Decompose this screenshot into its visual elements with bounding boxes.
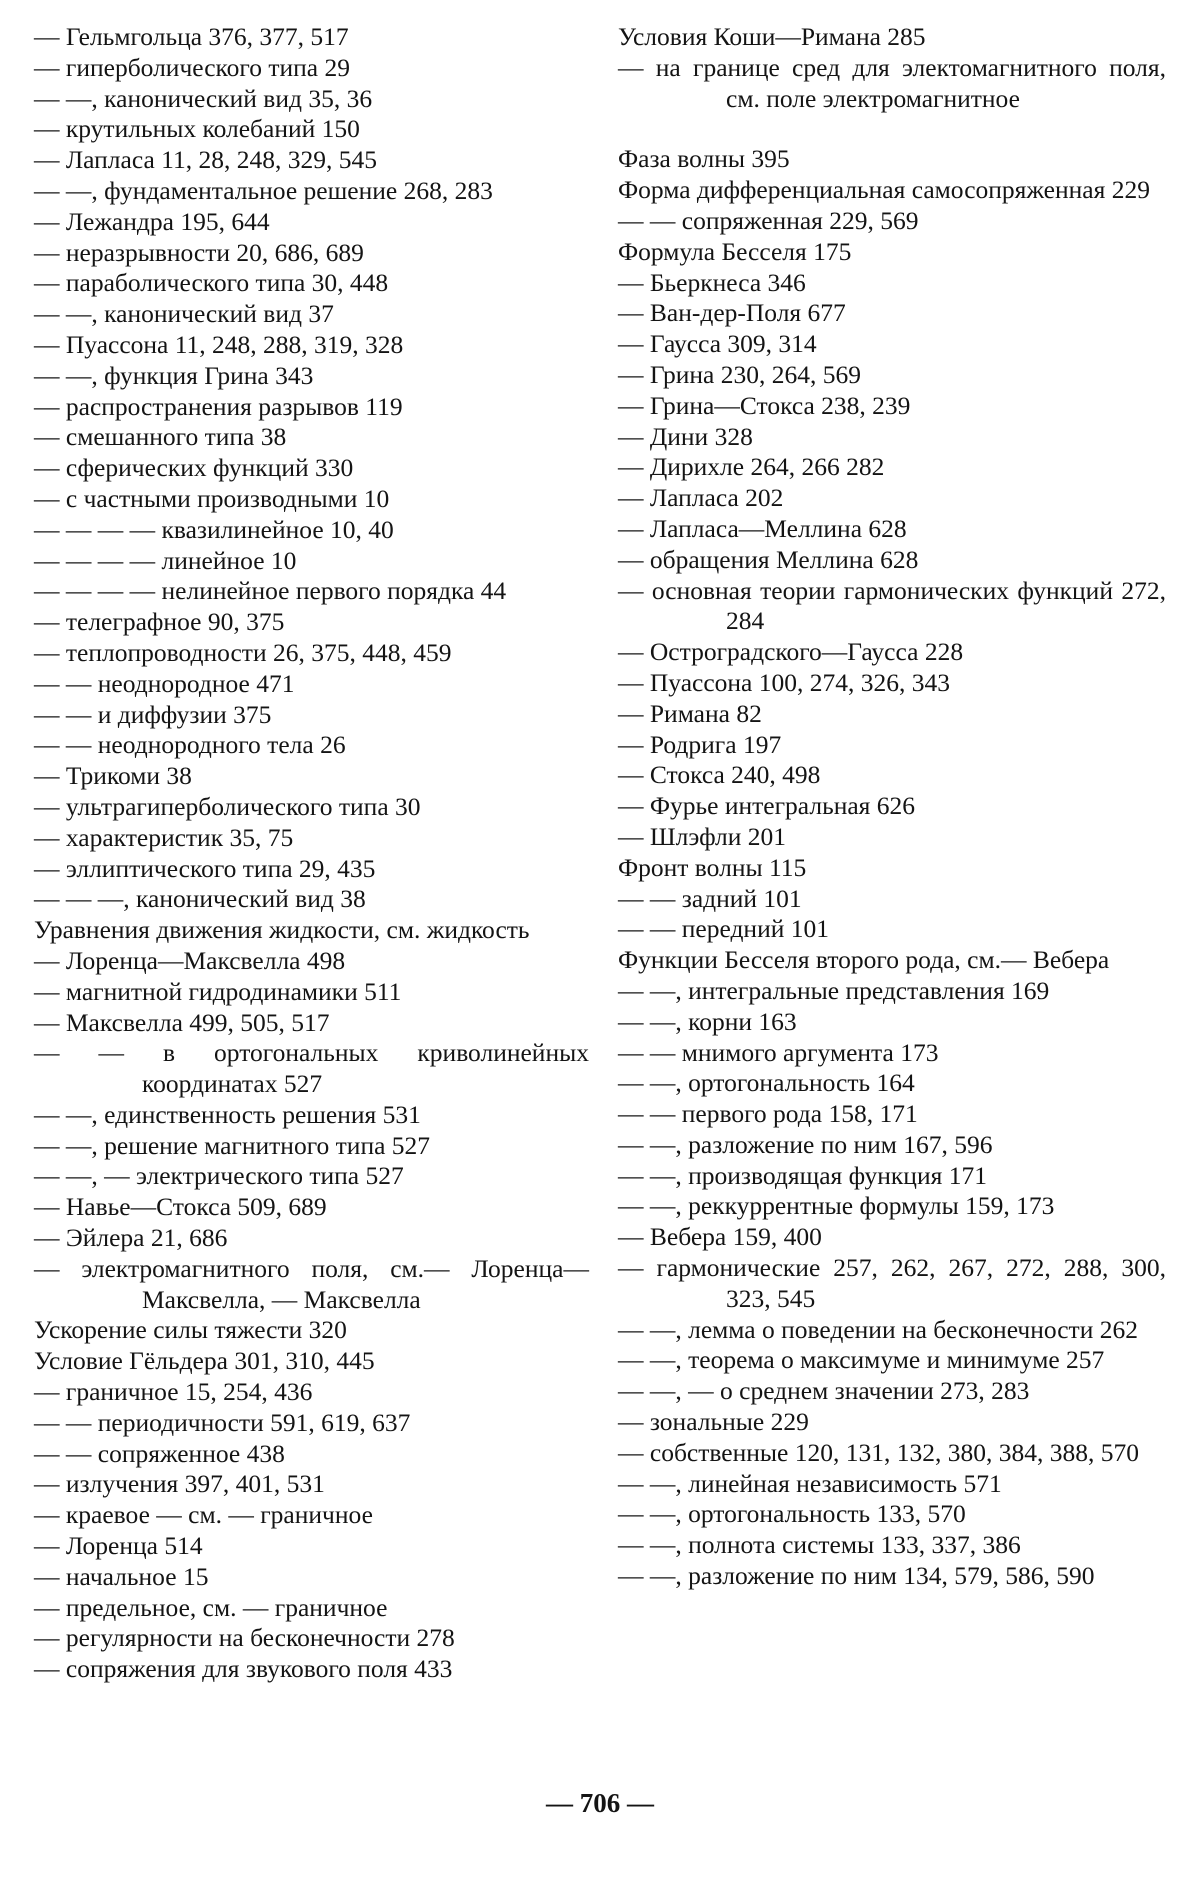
index-entry: — —, функция Грина 343 (34, 360, 314, 390)
index-entry: — —, реккуррентные формулы 159, 173 (618, 1191, 1055, 1221)
index-entry: — Эйлера 21, 686 (34, 1223, 228, 1253)
index-entry: Функции Бесселя второго рода, см.— Вебера (618, 945, 1110, 975)
index-entry: — неразрывности 20, 686, 689 (34, 237, 364, 267)
index-entry: — сопряжения для звукового поля 433 (34, 1654, 453, 1684)
index-entry: — —, производящая функция 171 (618, 1160, 987, 1190)
index-entry: — Пуассона 100, 274, 326, 343 (618, 667, 950, 697)
index-entry: — —, единственность решения 531 (34, 1099, 421, 1129)
index-entry: — на границе сред для электомагнитного поля, см. поле электромагнитное (618, 52, 1166, 113)
index-entry: — — неоднородное 471 (34, 668, 295, 698)
index-entry: — Лежандра 195, 644 (34, 206, 270, 236)
index-entry: — ультрагиперболического типа 30 (34, 791, 421, 821)
index-entry: Фронт волны 115 (618, 852, 807, 882)
index-entry: — Лапласа 11, 28, 248, 329, 545 (34, 145, 377, 175)
index-entry: — характеристик 35, 75 (34, 822, 294, 852)
index-entry: — — в ортогональных криволинейных координатах 527 (34, 1038, 589, 1099)
index-entry: — — периодичности 591, 619, 637 (34, 1407, 411, 1437)
index-entry: — — сопряженная 229, 569 (618, 205, 919, 235)
index-entry: — магнитной гидродинамики 511 (34, 976, 402, 1006)
index-entry: Ускорение силы тяжести 320 (34, 1315, 347, 1345)
index-entry: — гармонические 257, 262, 267, 272, 288, 300, 323, 545 (618, 1253, 1166, 1313)
index-entry: — Дини 328 (618, 421, 753, 451)
index-entry: — — — — квазилинейное 10, 40 (34, 514, 394, 544)
index-entry: — Дирихле 264, 266 282 (618, 452, 885, 482)
index-entry: — гиперболического типа 29 (34, 52, 350, 82)
index-entry: — —, интегральные представления 169 (618, 975, 1050, 1005)
index-entry: — Ван-дер-Поля 677 (618, 298, 846, 328)
index-entry: — Лоренца—Максвелла 498 (34, 945, 346, 975)
index-entry: — Остроградского—Гаусса 228 (618, 637, 964, 667)
index-column-right (618, 22, 1166, 1592)
index-entry: — Максвелла 499, 505, 517 (34, 1007, 330, 1037)
index-entry: — регулярности на бесконечности 278 (34, 1623, 455, 1653)
index-entry: — Бьеркнеса 346 (618, 267, 806, 297)
index-entry: — Лоренца 514 (34, 1531, 203, 1561)
index-entry: — —, полнота системы 133, 337, 386 (618, 1530, 1021, 1560)
index-entry: — Вебера 159, 400 (618, 1222, 822, 1252)
index-entry: — краевое — см. — граничное (34, 1500, 373, 1530)
index-entry: — теплопроводности 26, 375, 448, 459 (34, 637, 452, 667)
index-entry: — сферических функций 330 (34, 453, 354, 483)
index-entry: — эллиптического типа 29, 435 (34, 853, 376, 883)
index-entry: Формула Бесселя 175 (618, 236, 852, 266)
index-entry: — —, разложение по ним 134, 579, 586, 590 (618, 1561, 1095, 1591)
index-entry: — излучения 397, 401, 531 (34, 1469, 325, 1499)
index-entry: — — первого рода 158, 171 (618, 1099, 918, 1129)
index-entry: — —, канонический вид 37 (34, 299, 334, 329)
index-entry: — —, лемма о поведении на бесконечности 262 (618, 1314, 1138, 1344)
index-entry: — электромагнитного поля, см.— Лоренца—Максвелла, — Максвелла (34, 1253, 589, 1314)
index-entry: Условия Коши—Римана 285 (618, 22, 926, 51)
index-entry: Фаза волны 395 (618, 144, 790, 174)
index-entry: — — — — нелинейное первого порядка 44 (34, 576, 507, 606)
index-entry: — Фурье интегральная 626 (618, 791, 916, 821)
index-entry: — —, — электрического типа 527 (34, 1161, 404, 1191)
index-entry: — — сопряженное 438 (34, 1438, 285, 1468)
index-column-left (34, 22, 589, 1685)
index-entry: Условие Гёльдера 301, 310, 445 (34, 1346, 375, 1376)
index-entry: — собственные 120, 131, 132, 380, 384, 388, 570 (618, 1437, 1139, 1467)
index-entry: — смешанного типа 38 (34, 422, 287, 452)
index-entry: — Лапласа 202 (618, 483, 784, 513)
index-entry: — Лапласа—Меллина 628 (618, 513, 907, 543)
index-entry: — предельное, см. — граничное (34, 1592, 388, 1622)
index-entry: — —, разложение по ним 167, 596 (618, 1129, 993, 1159)
index-entry: — — передний 101 (618, 914, 829, 944)
index-entry: — —, линейная независимость 571 (618, 1468, 1002, 1498)
index-entry: — —, ортогональность 164 (618, 1068, 915, 1098)
index-entry: — Римана 82 (618, 698, 762, 728)
index-entry: — параболического типа 30, 448 (34, 268, 389, 298)
index-entry: — — —, канонический вид 38 (34, 884, 366, 914)
index-entry: — основная теории гармонических функций 272, 284 (618, 575, 1166, 636)
index-entry: — — мнимого аргумента 173 (618, 1037, 939, 1067)
index-entry: — Гаусса 309, 314 (618, 329, 817, 359)
index-entry: — Грина 230, 264, 569 (618, 359, 861, 389)
index-entry: — Трикоми 38 (34, 761, 192, 791)
index-entry: Форма дифференциальная самосопряженная 229 (618, 175, 1150, 205)
index-entry: — —, канонический вид 35, 36 (34, 83, 373, 113)
page-number: — 706 — (546, 1788, 654, 1818)
index-entry: — с частными производными 10 (34, 483, 390, 513)
index-entry: — зональные 229 (618, 1407, 809, 1437)
index-entry: — Родрига 197 (618, 729, 782, 759)
index-entry: — — неоднородного тела 26 (34, 730, 346, 760)
index-entry: — распространения разрывов 119 (34, 391, 403, 421)
index-entry: — — — — линейное 10 (34, 545, 297, 575)
index-entry: — крутильных колебаний 150 (34, 114, 360, 144)
index-entry: — Шлэфли 201 (618, 821, 787, 851)
index-entry: — Грина—Стокса 238, 239 (618, 390, 911, 420)
index-entry: — начальное 15 (34, 1561, 209, 1591)
index-entry: — —, решение магнитного типа 527 (34, 1130, 431, 1160)
index-entry: Уравнения движения жидкости, см. жидкость (34, 915, 530, 945)
index-entry: — Навье—Стокса 509, 689 (34, 1192, 327, 1222)
index-entry: — — и диффузии 375 (34, 699, 272, 729)
index-entry: — телеграфное 90, 375 (34, 607, 285, 637)
index-entry: — Гельмгольца 376, 377, 517 (34, 22, 349, 51)
index-entry: — —, фундаментальное решение 268, 283 (34, 175, 493, 205)
index-entry: — —, корни 163 (618, 1006, 797, 1036)
index-entry: — обращения Меллина 628 (618, 544, 919, 574)
index-entry: — —, теорема о максимуме и минимуме 257 (618, 1345, 1105, 1375)
index-entry: — Пуассона 11, 248, 288, 319, 328 (34, 329, 404, 359)
index-entry: — —, ортогональность 133, 570 (618, 1499, 966, 1529)
index-entry: — граничное 15, 254, 436 (34, 1377, 313, 1407)
index-entry: — — задний 101 (618, 883, 802, 913)
index-entry: — Стокса 240, 498 (618, 760, 821, 790)
index-entry: — —, — о среднем значении 273, 283 (618, 1376, 1030, 1406)
